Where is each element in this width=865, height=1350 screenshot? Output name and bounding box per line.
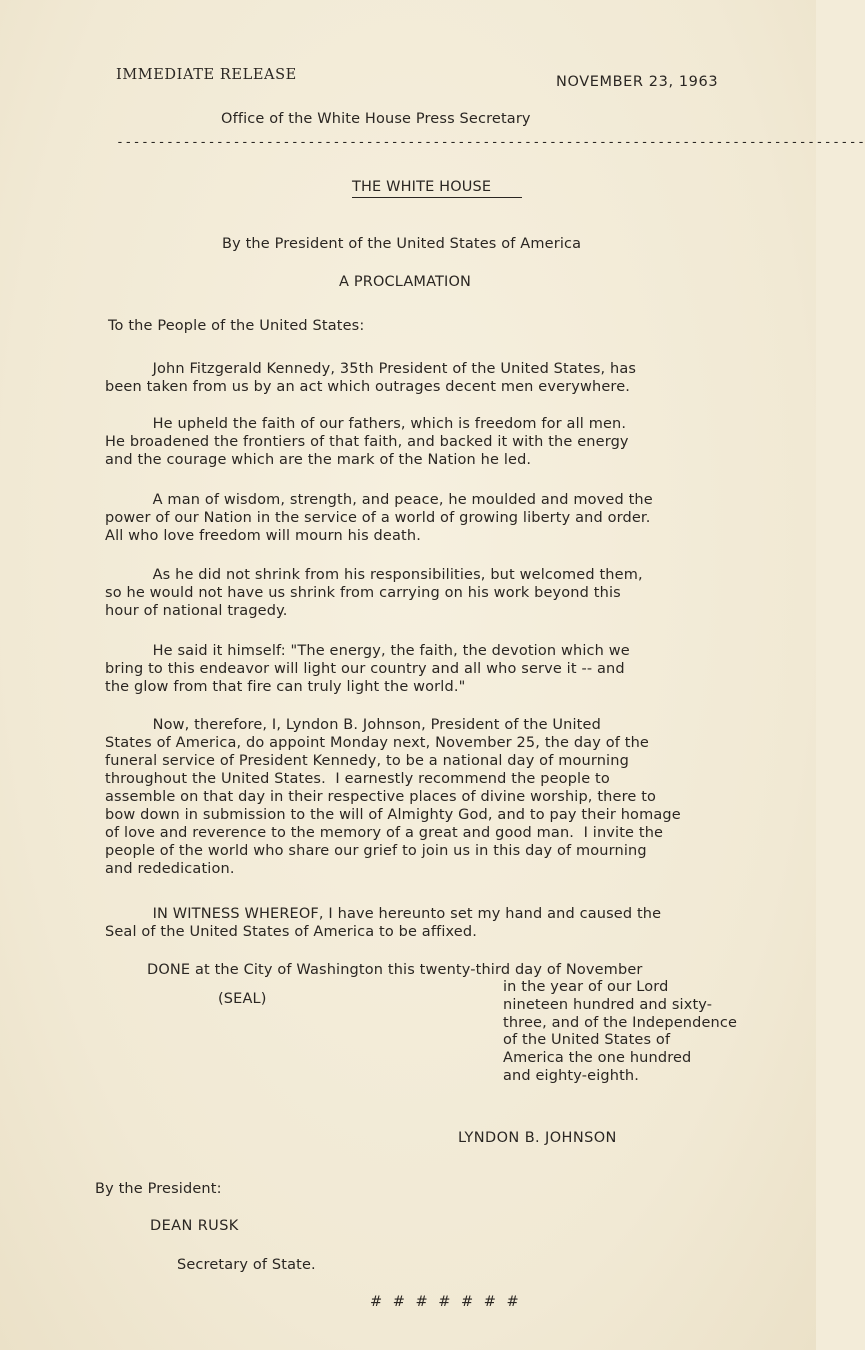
paragraph-3: A man of wisdom, strength, and peace, he moulded and moved the power of our Nation in the service of a world of growing liberty and order. All who love freedom will mourn his death. (105, 492, 653, 544)
by-president-line: By the President of the United States of America (222, 236, 582, 252)
paragraph-5: He said it himself: "The energy, the faith, the devotion which we bring to this endeavor will light our country and all who serve it -- and the glow from that fire can truly light the world." (105, 643, 630, 695)
president-signature: LYNDON B. JOHNSON (458, 1130, 617, 1146)
white-house-heading: THE WHITE HOUSE (352, 179, 492, 195)
secretary-title: Secretary of State. (177, 1257, 316, 1273)
proclamation-title: A PROCLAMATION (339, 274, 472, 290)
by-the-president: By the President: (95, 1181, 222, 1197)
paragraph-2: He upheld the faith of our fathers, which is freedom for all men. He broadened the frontiers of that faith, and backed it with the energy and the courage which are the mark of the Nation he led. (105, 416, 629, 468)
seal-label: (SEAL) (218, 991, 267, 1007)
paragraph-7: IN WITNESS WHEREOF, I have hereunto set my hand and caused the Seal of the United States of America to be affixed. (105, 906, 662, 940)
salutation: To the People of the United States: (108, 318, 365, 334)
end-mark: # # # # # # # (370, 1294, 522, 1310)
release-label: IMMEDIATE RELEASE (116, 67, 297, 83)
release-date: NOVEMBER 23, 1963 (556, 74, 719, 90)
paragraph-1: John Fitzgerald Kennedy, 35th President of the United States, has been taken from us by an act which outrages decent men everywhere. (105, 361, 637, 395)
year-block: in the year of our Lord nineteen hundred and sixty- three, and of the Independence of the United States of America the one hundred and eighty-eighth. (503, 979, 738, 1084)
paragraph-6: Now, therefore, I, Lyndon B. Johnson, President of the United States of America, do appoint Monday next, November 25, the day of the funeral service of President Kennedy, to be a national day of mourning throughout the United States. I earnestly recommend the people to assemble on that day in their respective places of divine worship, there to bow down in submission to the will of Almighty God, and to pay their homage of love and reverence to the memory of a great and good man. I invite the people of the world who share our grief to join us in this day of mourning and rededication. (105, 717, 681, 877)
done-line: DONE at the City of Washington this twenty-third day of November (147, 962, 643, 978)
dashed-separator: ------------------------------------------------------------------------------------------ (116, 135, 865, 150)
office-line: Office of the White House Press Secretary (221, 111, 531, 127)
secretary-name: DEAN RUSK (150, 1218, 239, 1234)
heading-underline (352, 197, 522, 198)
paragraph-4: As he did not shrink from his responsibilities, but welcomed them, so he would not have us shrink from carrying on his work beyond this hour of national tragedy. (105, 567, 643, 619)
